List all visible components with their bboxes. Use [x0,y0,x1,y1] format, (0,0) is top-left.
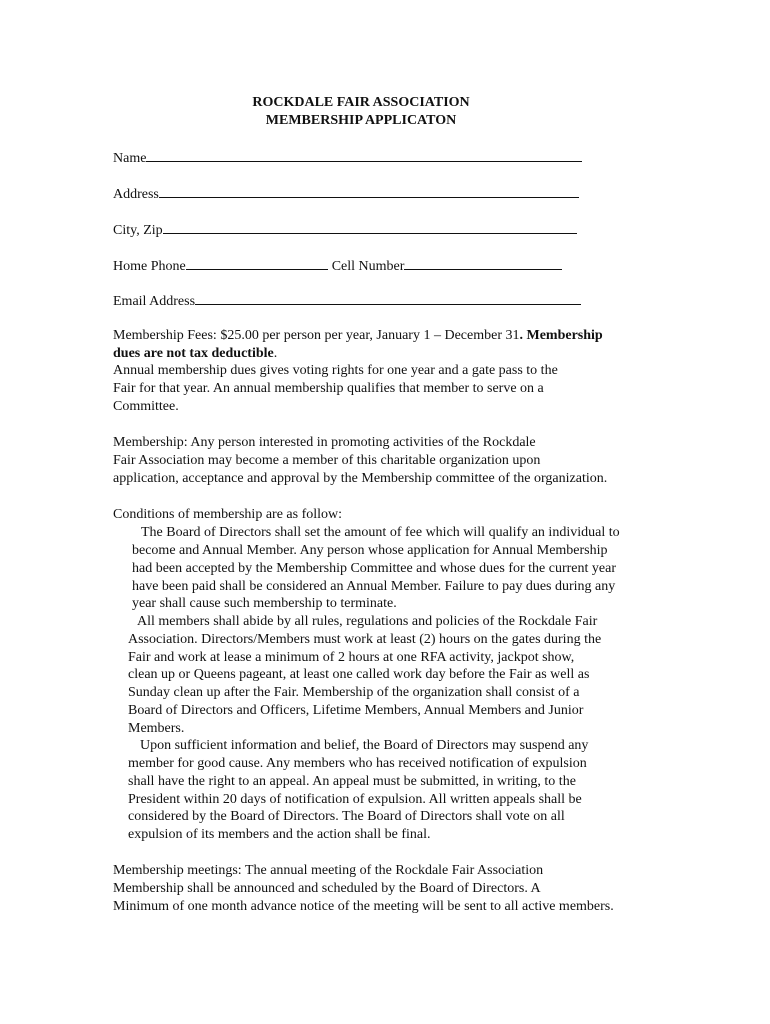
conditions-p2-line: clean up or Queens pageant, at least one called work day before the Fair as well as [128,667,590,682]
conditions-p3-line: member for good cause. Any members who has received notification of expulsion [128,756,587,771]
phone-field-row [113,256,562,276]
meetings-line-2: Membership shall be announced and scheduled by the Board of Directors. A [113,881,541,896]
fees-line-5: Committee. [113,399,179,414]
membership-line-3: application, acceptance and approval by the Membership committee of the organization. [113,471,608,486]
conditions-p1-line: become and Annual Member. Any person whose application for Annual Membership [132,543,608,558]
address-blank[interactable] [159,184,579,198]
email-blank[interactable] [195,291,581,305]
name-blank[interactable] [146,148,582,162]
conditions-p3-line: Upon sufficient information and belief, the Board of Directors may suspend any [140,738,589,753]
conditions-p2-line: Sunday clean up after the Fair. Membership of the organization shall consist of a [128,685,580,700]
tax-note-period: . [273,346,278,361]
conditions-heading: Conditions of membership are as follow: [113,507,343,522]
address-field-row [113,184,579,204]
fees-line-3: Annual membership dues gives voting rights for one year and a gate pass to the [113,363,558,378]
fees-line-4: Fair for that year. An annual membership qualifies that member to serve on a [113,381,544,396]
home-phone-blank[interactable] [186,256,328,270]
conditions-p3-line: President within 20 days of notification of expulsion. All written appeals shall be [128,792,582,807]
cell-number-blank[interactable] [404,256,562,270]
fees-line-1 [113,327,603,345]
city-zip-label: City, Zip [113,223,163,238]
conditions-p1-line: year shall cause such membership to terminate. [132,596,397,611]
conditions-p3-line: shall have the right to an appeal. An appeal must be submitted, in writing, to the [128,774,576,789]
conditions-p3-line: expulsion of its members and the action shall be final. [128,827,431,842]
tax-note: dues are not tax deductible [113,346,274,361]
conditions-p1-line: had been accepted by the Membership Committee and whose dues for the current year [132,561,616,576]
conditions-p2-line: Members. [128,721,185,736]
city-zip-blank[interactable] [163,220,577,234]
conditions-p2-line: All members shall abide by all rules, regulations and policies of the Rockdale Fair [137,614,598,629]
title-line-1: ROCKDALE FAIR ASSOCIATION [252,95,470,110]
conditions-p3-line: considered by the Board of Directors. The Board of Directors shall vote on all [128,809,565,824]
conditions-p2-line: Board of Directors and Officers, Lifetime Members, Annual Members and Junior [128,703,584,718]
meetings-line-1: Membership meetings: The annual meeting of the Rockdale Fair Association [113,863,544,878]
conditions-p1-line: have been paid shall be considered an Annual Member. Failure to pay dues during any [132,579,616,594]
home-phone-label: Home Phone [113,259,186,274]
conditions-p2-line: Association. Directors/Members must work at least (2) hours on the gates during the [128,632,602,647]
cell-number-label: Cell Number [331,259,405,274]
fees-bold-text: . Membership [519,328,603,343]
conditions-p1-line: The Board of Directors shall set the amount of fee which will qualify an individual to [141,525,620,540]
conditions-p2-line: Fair and work at lease a minimum of 2 hours at one RFA activity, jackpot show, [128,650,575,665]
address-label: Address [113,187,159,202]
page-title [0,94,722,130]
meetings-line-3: Minimum of one month advance notice of the meeting will be sent to all active members. [113,899,614,914]
email-label: Email Address [113,294,196,309]
city-zip-field-row [113,220,577,240]
fees-line-2 [113,345,277,363]
membership-line-1: Membership: Any person interested in promoting activities of the Rockdale [113,435,536,450]
title-line-2: MEMBERSHIP APPLICATON [265,113,457,128]
membership-line-2: Fair Association may become a member of this charitable organization upon [113,453,541,468]
name-field-row [113,148,582,168]
name-label: Name [113,151,147,166]
fees-text: Membership Fees: $25.00 per person per year, January 1 – December 31 [113,328,520,343]
email-field-row [113,291,581,311]
